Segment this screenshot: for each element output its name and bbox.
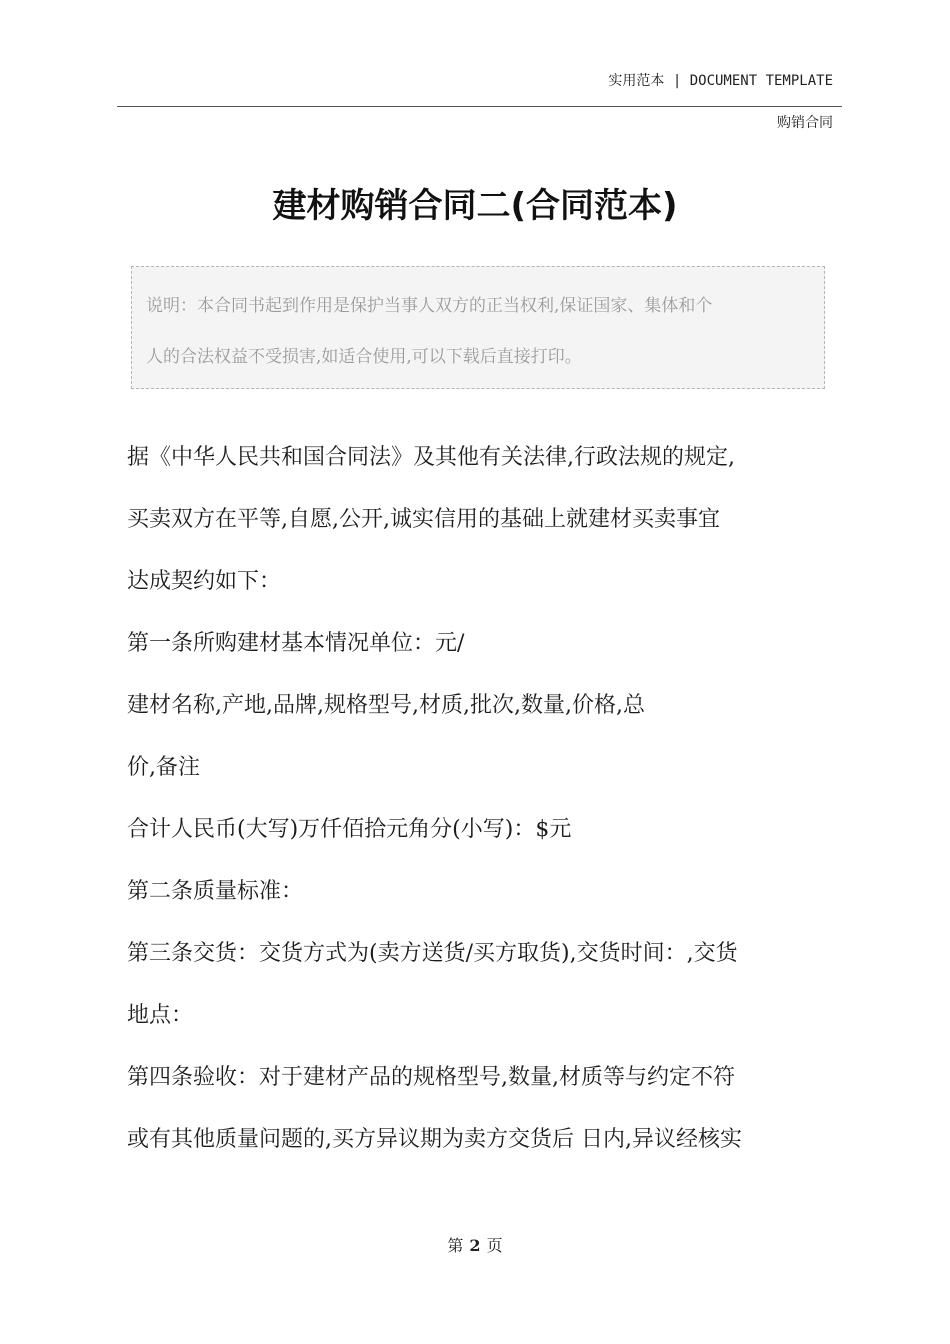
- body-line: 买卖双方在平等,自愿,公开,诚实信用的基础上就建材买卖事宜: [127, 507, 720, 532]
- page-suffix: 页: [486, 1236, 503, 1255]
- note-box: [131, 266, 825, 389]
- header-brand: 实用范本 | DOCUMENT TEMPLATE: [608, 73, 833, 89]
- body-line: 或有其他质量问题的,买方异议期为卖方交货后 日内,异议经核实: [127, 1127, 742, 1152]
- document-title: 建材购销合同二(合同范本): [272, 186, 678, 226]
- body-line: 据《中华人民共和国合同法》及其他有关法律,行政法规的规定,: [127, 445, 735, 470]
- body-line: 价,备注: [127, 755, 200, 780]
- body-line: 地点：: [127, 1003, 194, 1028]
- body-line: 第一条所购建材基本情况单位：元/: [127, 631, 465, 656]
- body-line: 达成契约如下：: [127, 569, 282, 594]
- page-number: 2: [469, 1236, 481, 1255]
- document-body: [127, 427, 827, 1171]
- header-category: 购销合同: [777, 115, 833, 131]
- body-line: 第二条质量标准：: [127, 879, 304, 904]
- header-divider: [117, 106, 842, 107]
- note-line-1: 说明：本合同书起到作用是保护当事人双方的正当权利,保证国家、集体和个: [146, 296, 713, 316]
- body-line: 建材名称,产地,品牌,规格型号,材质,批次,数量,价格,总: [127, 693, 645, 718]
- body-line: 合计人民币(大写)万仟佰拾元角分(小写)：$元: [127, 817, 572, 842]
- body-line: 第三条交货：交货方式为(卖方送货/买方取货),交货时间：,交货: [127, 941, 738, 966]
- page-prefix: 第: [447, 1236, 464, 1255]
- note-line-2: 人的合法权益不受损害,如适合使用,可以下载后直接打印。: [146, 347, 582, 367]
- page-footer: [0, 1233, 950, 1256]
- body-line: 第四条验收：对于建材产品的规格型号,数量,材质等与约定不符: [127, 1065, 735, 1090]
